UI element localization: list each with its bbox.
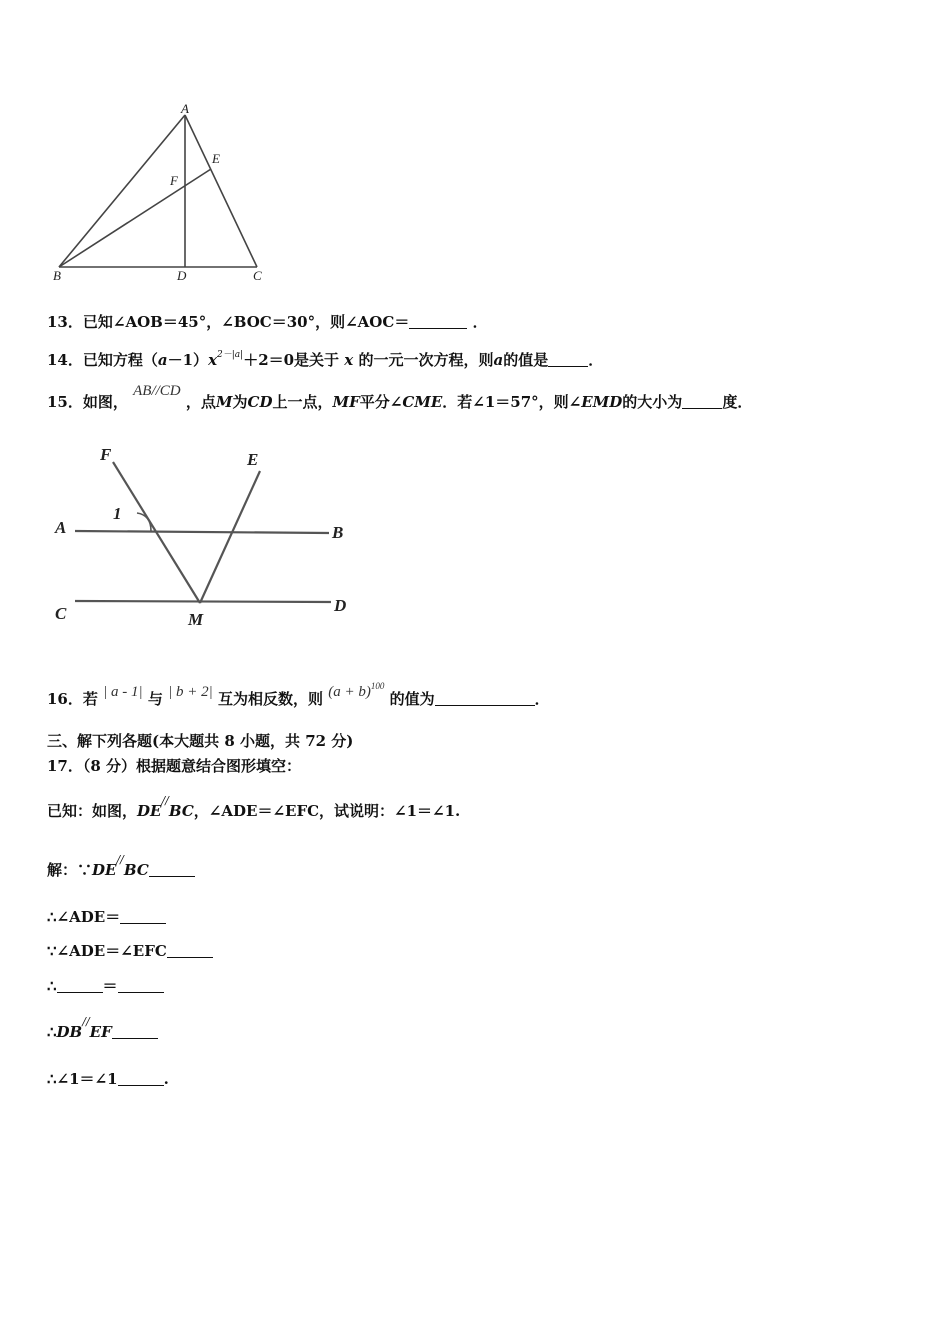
q16-base: (a + b) [328,684,371,700]
q14-text-tail: 的值是 [503,351,549,369]
angle-1-arc [137,513,151,531]
q14-var-x2: x [344,351,354,369]
q13-text: 已知∠AOB＝45°，∠BOC＝30°，则∠AOC＝ [82,313,410,331]
q15-point-m: M [215,393,233,411]
q17-step1-blank[interactable] [149,862,195,877]
q15-answer-blank[interactable] [682,394,722,409]
q15-text-p1: ，点 [185,393,216,411]
q17-parallel-symbol: // [161,794,169,807]
q17-step5-therefore: ∴ [47,1023,57,1041]
q17-step-1 [47,853,195,882]
figure-parallel-lines [50,440,370,635]
q14-var-a2: a [493,351,504,369]
q17-step2-blank[interactable] [120,909,166,924]
q16-abs-a: | a - 1| [103,684,143,700]
q17-solution-pre: 解：∵ [47,861,93,879]
question-16 [47,681,550,710]
q17-step4-therefore: ∴ [47,977,57,995]
q16-text-pre: 若 [82,690,98,708]
q13-number: 13． [47,313,83,331]
q15-text-p6: 的大小为 [622,393,683,411]
q16-exponent: 100 [370,681,385,691]
q17-given [47,794,461,823]
line-ab [75,531,329,533]
ray-me [200,471,260,603]
q15-end: 度． [722,393,753,411]
q15-condition: AB//CD [133,383,181,399]
q17-given-pre: 已知：如图， [47,802,138,820]
segment-ac [185,115,257,267]
q17-step4-blank-left[interactable] [57,978,103,993]
q14-text-pre: 已知方程（ [82,351,158,369]
q15-text-pre: 如图， [82,393,128,411]
q17-given-post: ，∠ADE＝∠EFC，试说明：∠1＝∠1. [193,802,461,820]
q14-text-mid: 的一元一次方程，则 [358,351,494,369]
q15-line-cd: CD [247,393,273,411]
label-c: C [253,268,262,283]
q17-step-2 [47,907,166,927]
q15-text-p3: 上一点， [272,393,333,411]
q17-step4-equals: ＝ [102,977,118,995]
q16-end: ． [534,690,550,708]
q17-step3-blank[interactable] [167,943,213,958]
q14-var-a: a [157,351,168,369]
q14-exponent: 2－|a| [217,350,244,360]
q15-number: 15． [47,393,83,411]
question-15 [47,383,753,413]
label-d: D [177,268,187,283]
q17-step6-blank[interactable] [118,1071,164,1086]
question-13 [47,312,488,332]
q16-text-mid2: 互为相反数，则 [217,690,323,708]
q17-step1-de: DE [92,861,117,879]
q17-step5-parallel: // [82,1015,90,1028]
segment-ab [59,115,185,267]
figure-triangle-abc [50,100,280,290]
label-d2: D [334,596,347,615]
label-angle-1: 1 [113,504,122,523]
q15-angle-cme: CME [402,393,443,411]
section-3-title: 三、解下列各题(本大题共 8 小题，共 72 分) [47,732,354,750]
segment-be [59,169,211,267]
q16-power-expression [328,681,385,700]
q17-step6-text: ∴∠1＝∠1 [47,1070,118,1088]
label-f2: F [100,445,112,464]
label-c2: C [55,604,67,623]
q17-step1-parallel: // [116,853,124,866]
q17-bc: BC [168,802,194,820]
label-e2: E [247,450,259,469]
label-b: B [53,268,61,283]
label-e: E [212,151,220,166]
q15-text-p4: 平分∠ [359,393,403,411]
q14-number: 14． [47,351,83,369]
q17-step6-end: . [163,1070,169,1088]
q17-step-3 [47,941,213,961]
label-a: A [181,101,189,116]
q13-answer-blank[interactable] [409,314,467,329]
q17-step2-text: ∴∠ADE＝ [47,908,121,926]
q17-step3-text: ∵∠ADE＝∠EFC [47,942,167,960]
q14-answer-blank[interactable] [548,352,588,367]
q16-abs-b: | b + 2| [168,684,213,700]
q15-angle-emd: EMD [581,393,623,411]
q17-step-6 [47,1069,169,1089]
q14-end: ． [588,351,604,369]
question-17-header: 17．（8 分）根据题意结合图形填空： [47,757,302,775]
q17-step1-bc: BC [123,861,149,879]
q16-text-mid1: 与 [147,690,163,708]
label-a2: A [55,518,67,537]
label-f: F [170,173,178,188]
q13-end: ． [472,313,488,331]
q17-step4-blank-right[interactable] [118,978,164,993]
q15-ray-mf: MF [332,393,360,411]
q15-text-p5: ．若∠1＝57°，则∠ [442,393,582,411]
q17-de: DE [137,802,162,820]
q14-text-post: ＋2＝0是关于 [243,351,340,369]
q17-step-4 [47,976,164,996]
q16-text-tail: 的值为 [389,690,435,708]
label-b2: B [332,523,344,542]
line-cd [75,601,331,602]
q17-step5-ef: EF [89,1023,112,1041]
label-m2: M [188,610,204,629]
q17-step5-db: DB [56,1023,83,1041]
q17-step5-blank[interactable] [112,1024,158,1039]
q15-text-p2: 为 [232,393,248,411]
q14-var-x: x [208,351,218,369]
q16-number: 16． [47,690,83,708]
q16-answer-blank[interactable] [435,691,535,706]
question-14 [47,345,603,370]
q17-step-5 [47,1015,158,1044]
q14-minus-one: －1） [167,351,209,369]
